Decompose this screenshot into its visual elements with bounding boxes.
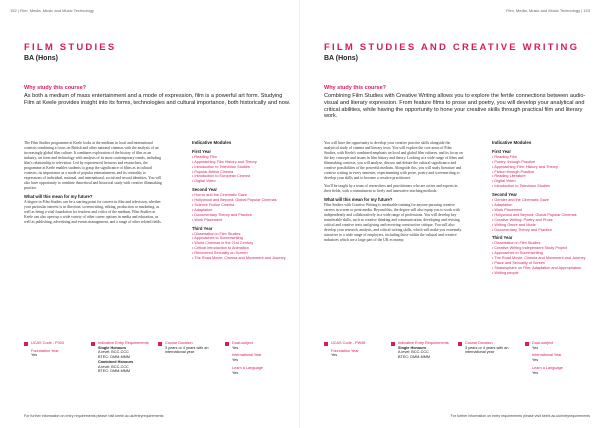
entry-info — [91, 341, 157, 389]
entry-label: Indicative Entry Requirements — [398, 341, 449, 345]
third-year-label: Third Year — [192, 225, 213, 231]
description-paragraph: The Film Studies programme at Keele looks at the medium in local and international contexts combining a focus on British and other national cinemas with the analysis of an increasingly global film culture. It combines exploration of the history of film as an industry, art form and technology with analysis of its most contemporary trends, including film's relationship to television. Led by experienced lecturers and researchers, the programme at Keele enables students to grasp the significance of films as in cultural contexts, its importance as a mode of popular entertainment, and its centrality to expressions of individual, national, and international, social and sexual identities. You will also have opportunity to combine theoretical and historical study with creative filmmaking practice. — [24, 141, 162, 190]
duration-value: 3 years or 4 years with an international year — [165, 345, 209, 355]
ucas-code: UCAS Code - P303 — [31, 341, 64, 345]
module-item: • Approaches to Screenwriting — [192, 236, 292, 241]
duration-icon — [458, 342, 462, 346]
right-page — [300, 0, 600, 428]
module-item: • Introduction to European Cinema — [192, 174, 292, 179]
module-item: • Reading Film — [492, 155, 592, 160]
module-item: • Digital Video — [492, 179, 592, 184]
running-head: Film, Media, Music and Music Technology | 153 — [506, 8, 590, 13]
course-info-strip — [24, 341, 292, 389]
dual-subject-value: Yes — [532, 345, 539, 350]
foundation-value: Yes — [31, 353, 38, 358]
module-item: • The Road Movie: Cinema and Movement and Journey — [192, 256, 292, 261]
entry-requirements-icon — [391, 342, 395, 346]
single-a-level: A level: BCC-CCC — [398, 350, 429, 355]
description-paragraph: You will have the opportunity to develop your creative practice skills alongside the analytical study of cinema and literary texts. You will explore the core areas of Film Studies, with Keele's combined emphasis on local and global film cultures, and its focus on the key concepts and issues in film history and theory. Looking at a wide range of films and filmmaking contexts, you will analyse, discuss and debate the cultural significance and creative possibilities of the powerful medium. Alongside this, you will study literature and creative writing in every semester, experimenting with prose, poetry and screenwriting to develop your skills and to become a creative practitioner. — [324, 141, 464, 180]
combined-honours-label: Combined Honours — [98, 359, 134, 364]
combined-btec: BTEC: DMM-MMM — [98, 369, 131, 374]
international-year-label: International Year — [532, 353, 562, 358]
duration-info — [458, 341, 524, 389]
module-item: • World Cinemas in the 21st Century — [192, 241, 292, 246]
degree-type: BA (Hons) — [324, 55, 358, 62]
second-year-modules — [492, 198, 592, 232]
duration-label: Course Duration — [465, 341, 493, 345]
future-heading: What will this mean for my future? — [324, 197, 393, 202]
first-year-label: First Year — [192, 148, 212, 154]
single-a-level: A level: BCC-CCC — [98, 350, 129, 355]
module-item: • Approaches to Screenwriting — [492, 251, 592, 256]
module-item: • Poetry: through Practice — [492, 160, 592, 165]
dual-subject-label: Dual-subject — [232, 341, 254, 345]
module-item: • Shakespeare on Film: Adaptation and Appropriation — [492, 266, 592, 271]
why-study-text: As both a medium of mass entertainment and a mode of expression, film is a powerful art form. Studying Film at Keele provides insight into its forms, technologies and cultural importance, both historically and now. — [24, 93, 291, 106]
module-item: • Fiction through Practice — [492, 170, 592, 175]
why-study-heading: Why study this course? — [324, 85, 387, 91]
second-year-label: Second Year — [192, 187, 218, 193]
module-item: • Hollywood and Beyond: Global Popular Cinemas — [192, 198, 292, 203]
ucas-code: UCAS Code - PW38 — [331, 341, 366, 345]
running-head: 152 | Film, Media, Music and Music Technology — [10, 8, 94, 13]
duration-label: Course Duration — [165, 341, 193, 345]
module-item: • Dissertation in Film Studies — [492, 241, 592, 246]
module-item: • Writing Genre and Mode — [492, 223, 592, 228]
second-year-label: Second Year — [492, 192, 518, 198]
module-item: • Place and Sexuality of Screen — [492, 261, 592, 266]
dual-subject-label: Dual-subject — [532, 341, 554, 345]
ucas-info — [324, 341, 390, 389]
third-year-modules — [492, 241, 592, 275]
entry-label: Indicative Entry Requirements — [98, 341, 149, 345]
module-item: • Popular British Cinema — [192, 170, 292, 175]
module-item: • Recovered Sexuality on Screen — [192, 251, 292, 256]
module-item: • Hollywood and Beyond: Global Popular Cinemas — [492, 213, 592, 218]
module-item: • Science Fiction Cinema — [192, 203, 292, 208]
international-year-value: Yes — [232, 358, 239, 363]
foundation-label: Foundation Year — [31, 348, 59, 353]
modules-title: Indicative Modules — [492, 140, 532, 145]
page-footer: For further information on entry requirements please visit keele.ac.uk/entryrequirements — [450, 414, 590, 418]
options-info — [225, 341, 291, 389]
first-year-modules — [192, 155, 292, 184]
module-item: • Adaptation — [492, 203, 592, 208]
ucas-info — [24, 341, 90, 389]
module-item: • Reading Literature — [492, 174, 592, 179]
future-paragraph: A degree in Film Studies can be a starting point for careers in film and television, whether your particular interest is in direction, screenwriting, editing, production or marketing, as well as being a vital foundation for teachers and critics of the medium. Film Studies at Keele can also open up a wide variety of other career options in media and education, as well as publishing, advertising and events management, and a range of other related fields. — [24, 200, 162, 224]
first-year-modules — [492, 155, 592, 189]
module-item: • Creative Writing Independent Study Project — [492, 246, 592, 251]
single-btec: BTEC: DMM-MMM — [98, 355, 131, 360]
why-study-text: Combining Film Studies with Creative Writing allows you to explore the fertile connections between audio-visual and literary expression. From feature films to prose and poetry, you will develop your analytical and critical abilities, while having the opportunity to hone your creative skills through practical film and literary work. — [324, 93, 586, 120]
module-item: • Critical Introduction to Animation — [192, 246, 292, 251]
module-item: • Approaching Film: History and Theory — [492, 165, 592, 170]
module-item: • Work Placement — [192, 218, 292, 223]
module-item: • Dissertation in Film Studies — [192, 232, 292, 237]
third-year-label: Third Year — [492, 235, 513, 241]
degree-type: BA (Hons) — [24, 55, 58, 62]
options-info — [525, 341, 591, 389]
module-item: • Digital Video — [192, 179, 292, 184]
module-item: • Introduction to Television Studies — [192, 165, 292, 170]
combined-a-level: A level: BCC-CCC — [98, 364, 129, 369]
first-year-label: First Year — [492, 148, 512, 154]
teaching-paragraph: You'll be taught by a team of researchers and practitioners who are active and experts in their fields, with a commitment to lively and innovative teaching methods. — [324, 184, 458, 193]
course-title: FILM STUDIES AND CREATIVE WRITING — [324, 42, 580, 53]
module-item: • Writing people — [492, 271, 592, 276]
module-item: • Adaptation — [192, 208, 292, 213]
course-description — [24, 141, 164, 228]
language-label: Learn a Language — [232, 365, 263, 370]
module-item: • The Road Movie: Cinema and Movement and Journey — [492, 256, 592, 261]
third-year-modules — [192, 232, 292, 261]
second-year-modules — [192, 193, 292, 222]
module-item: • Gender and the Cinematic Gaze — [492, 198, 592, 203]
entry-info — [391, 341, 457, 389]
options-icon — [525, 342, 529, 346]
course-info-strip — [324, 341, 592, 389]
module-item: • Approaching Film History and Theory — [192, 160, 292, 165]
modules-title: Indicative Modules — [192, 140, 232, 145]
single-honours-label: Single Honours — [98, 345, 127, 350]
single-honours-label: Single Honours — [398, 345, 427, 350]
module-item: • Documentary Theory and Practice — [492, 228, 592, 233]
duration-icon — [158, 342, 162, 346]
module-item: • Introduction to Television Studies — [492, 184, 592, 189]
page-footer: For further information on entry requirements please visit keele.ac.uk/entryrequirements — [24, 414, 164, 418]
module-item: • Horror and the Cinematic Gaze — [192, 193, 292, 198]
ucas-icon — [324, 342, 328, 346]
entry-requirements-icon — [91, 342, 95, 346]
dual-subject-value: Yes — [232, 345, 239, 350]
duration-info — [158, 341, 224, 389]
indicative-modules — [192, 141, 292, 261]
foundation-value: Yes — [331, 353, 338, 358]
duration-value: 3 years or 4 years with an international year — [465, 345, 509, 355]
international-year-value: Yes — [532, 358, 539, 363]
language-label: Learn a Language — [532, 365, 563, 370]
language-value: Yes — [532, 370, 539, 375]
future-heading: What will this mean for my future? — [24, 194, 93, 199]
ucas-icon — [24, 342, 28, 346]
course-title: FILM STUDIES — [24, 42, 117, 53]
why-study-heading: Why study this course? — [24, 85, 87, 91]
language-value: Yes — [232, 370, 239, 375]
module-item: • Reading Film — [192, 155, 292, 160]
future-paragraph: Film Studies with Creative Writing is invaluable training for anyone pursuing creative careers in screen or print media. Beyond this, the degree will also equip you to work with independently and collaboratively in a wide range of professions. You will develop key transferable skills, such as creative thinking and communication, developing and revising critical and creative texts and giving and receiving constructive critique. You will also develop your research, analysis, and critical writing skills, which will make you extremely attractive to a wide range of employers, including those within the cultural and creative industries which are a large part of the UK economy. — [324, 203, 462, 242]
course-description — [324, 141, 464, 246]
module-item: • Creative Writing: Poetry and Prose — [492, 218, 592, 223]
international-year-label: International Year — [232, 353, 262, 358]
indicative-modules — [492, 141, 592, 276]
single-btec: BTEC: DMM-MMM — [398, 355, 431, 360]
options-icon — [225, 342, 229, 346]
foundation-label: Foundation Year — [331, 348, 359, 353]
module-item: • Documentary Theory and Practice — [192, 213, 292, 218]
module-item: • Work Placement — [492, 208, 592, 213]
